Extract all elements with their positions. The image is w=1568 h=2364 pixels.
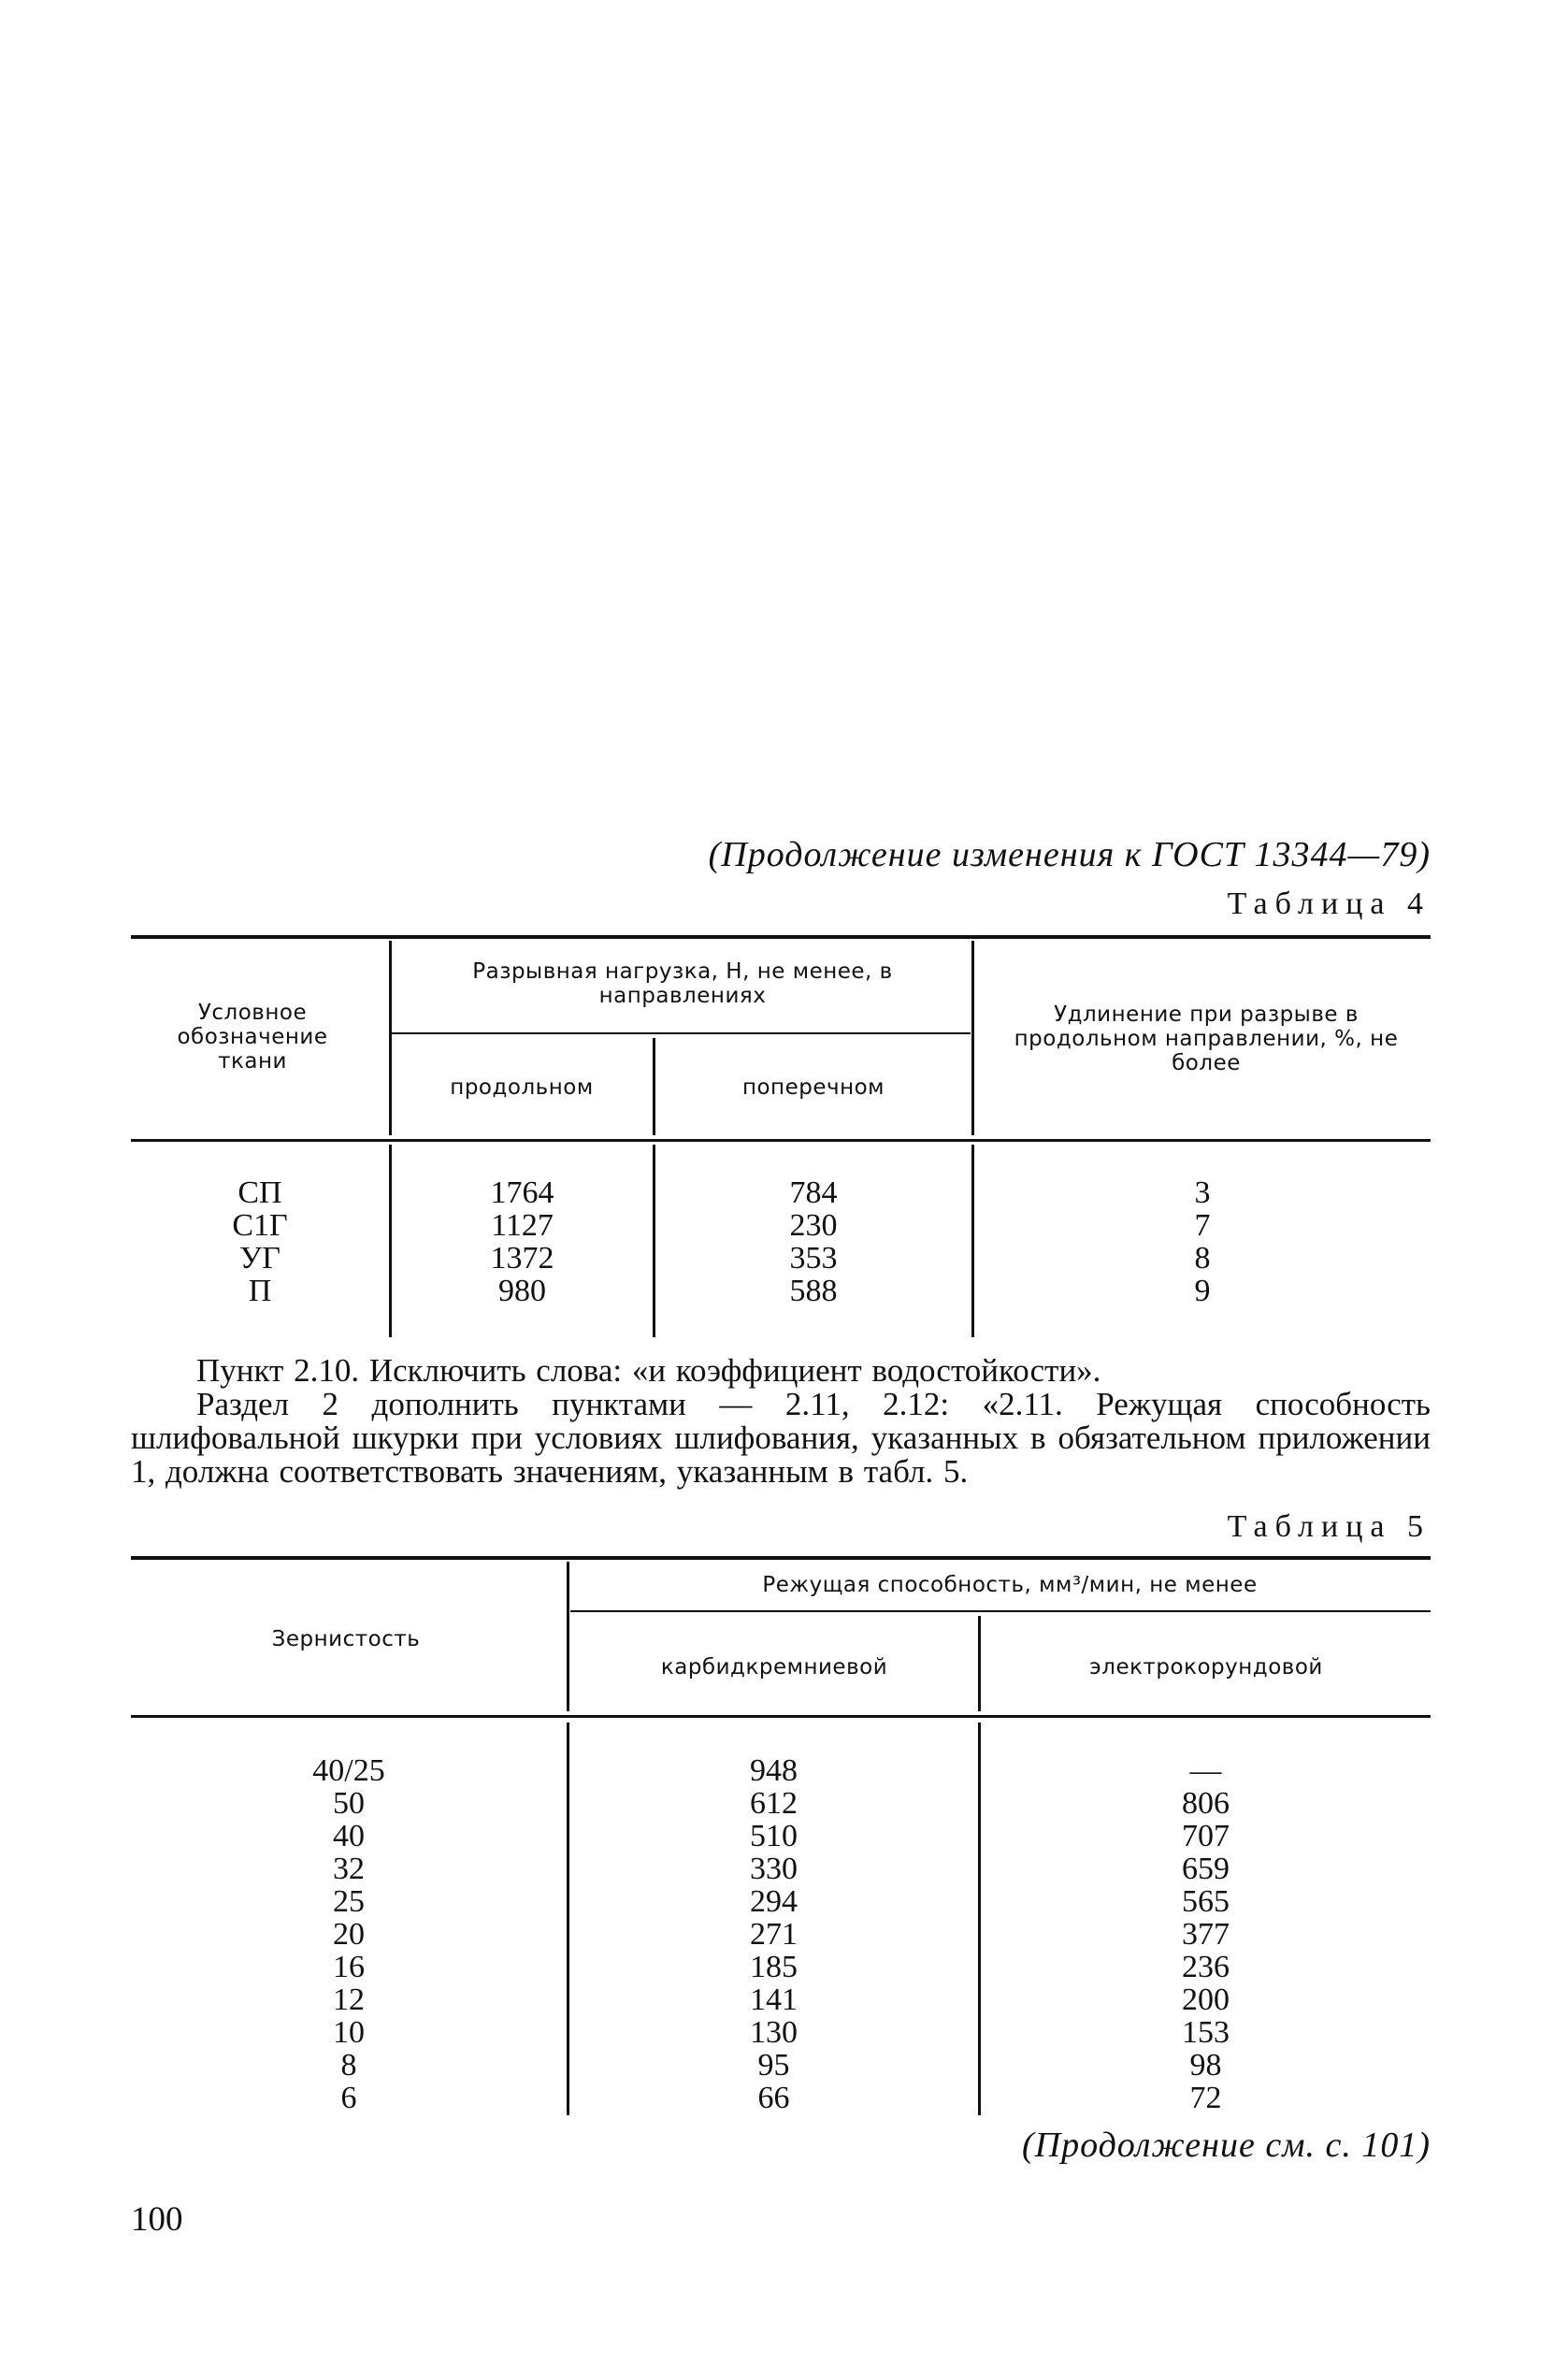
table4-transverse-column	[655, 1176, 971, 1307]
table5-cell: 330	[750, 1852, 798, 1886]
table4-cell: 3	[1194, 1175, 1211, 1210]
table4-cell: 588	[789, 1274, 838, 1308]
table5-cell: 95	[757, 2048, 790, 2083]
table4-cell: 1127	[491, 1208, 554, 1243]
table4-elongation-column	[974, 1176, 1431, 1307]
table5-label: Таблица 5	[1227, 1509, 1431, 1544]
table5-vline-2a	[978, 1616, 981, 1711]
table5-cell: —	[1189, 1753, 1222, 1788]
table5-vline-1a	[567, 1562, 569, 1711]
table5-cell: 32	[333, 1852, 365, 1886]
table4-designation-column	[131, 1176, 389, 1307]
table4-vline-3a	[971, 941, 974, 1135]
table4-cell: 9	[1194, 1274, 1211, 1308]
table5-cell: 8	[340, 2048, 357, 2083]
table5-col-cutting: Режущая способность, мм³/мин, не менее	[762, 1573, 1258, 1597]
table4-top-rule	[131, 935, 1431, 939]
table5-cell: 25	[333, 1884, 365, 1919]
table4-cell: 353	[789, 1241, 838, 1276]
table5-top-rule	[131, 1556, 1431, 1560]
table5-cell: 20	[333, 1917, 365, 1952]
table5-cell: 141	[750, 1982, 798, 2017]
table5-cell: 948	[750, 1753, 798, 1788]
table4-cell: П	[248, 1274, 272, 1308]
table4-cell: УГ	[239, 1241, 281, 1276]
table4-cell: СП	[237, 1175, 282, 1210]
table4-vline-1a	[389, 941, 392, 1135]
paragraph-2-10: Пункт 2.10. Исключить слова: «и коэффициент водостойкости».	[196, 1352, 1101, 1389]
table5-cell: 40	[333, 1819, 365, 1853]
table4-cell: 1764	[490, 1175, 554, 1210]
table4-cell: С1Г	[232, 1208, 288, 1243]
table5-col-alox: электрокорундовой	[1089, 1655, 1323, 1679]
table5-sic-column	[569, 1754, 978, 2114]
table4-label: Таблица 4	[1227, 886, 1431, 921]
table5-cell: 271	[750, 1917, 798, 1952]
table4-subheader-rule	[391, 1032, 971, 1034]
table5-cell: 236	[1182, 1950, 1230, 1984]
continuation-header: (Продолжение изменения к ГОСТ 13344—79)	[708, 835, 1431, 874]
table5-cell: 153	[1182, 2015, 1230, 2050]
table5-alox-column	[981, 1754, 1431, 2114]
table5-cell: 40/25	[312, 1753, 385, 1788]
table4-col-transverse: поперечном	[741, 1075, 885, 1100]
table5-cell: 185	[750, 1950, 798, 1984]
table4-vline-2a	[653, 1038, 655, 1135]
table5-grit-column	[131, 1754, 567, 2114]
table5-cell: 806	[1182, 1786, 1230, 1821]
table5-cell: 377	[1182, 1917, 1230, 1952]
table5-subheader-rule	[570, 1610, 1431, 1612]
table5-cell: 200	[1182, 1982, 1230, 2017]
table4-cell: 980	[498, 1274, 546, 1308]
table5-cell: 294	[750, 1884, 798, 1919]
page-number: 100	[131, 2200, 183, 2239]
table5-cell: 72	[1189, 2081, 1222, 2115]
table5-cell: 659	[1182, 1852, 1230, 1886]
table5-cell: 98	[1189, 2048, 1222, 2083]
table5-cell: 510	[750, 1819, 798, 1853]
table4-longitudinal-column	[392, 1176, 653, 1307]
table4-col-designation: Условное обозначение ткани	[177, 1001, 328, 1074]
body-text	[131, 1354, 1431, 1489]
table4-cell: 1372	[490, 1241, 554, 1276]
table5-cell: 66	[757, 2081, 790, 2115]
table5-cell: 16	[333, 1950, 365, 1984]
table4-col-elongation: Удлинение при разрыве в продольном направлении, %, не более	[1014, 1002, 1399, 1075]
table5-cell: 707	[1182, 1819, 1230, 1853]
table5-col-grit: Зернистость	[271, 1627, 421, 1651]
continuation-footer: (Продолжение см. с. 101)	[1021, 2126, 1431, 2165]
table4-col-longitudinal: продольном	[450, 1075, 594, 1100]
table5-cell: 130	[750, 2015, 798, 2050]
table5-cell: 565	[1182, 1884, 1230, 1919]
table5-cell: 10	[333, 2015, 365, 2050]
table5-col-sic: карбидкремниевой	[660, 1655, 888, 1679]
table4-header-rule	[131, 1139, 1431, 1142]
table5-cell: 50	[333, 1786, 365, 1821]
table4-cell: 230	[789, 1208, 838, 1243]
table4-cell: 7	[1194, 1208, 1211, 1243]
paragraph-2-11: Раздел 2 дополнить пунктами — 2.11, 2.12: «2.11. Режущая способность шлифовальной шкурки при условиях шлифования, указанных в обязательном приложении 1, должна соответствовать значениям, указанным в табл. 5.	[131, 1386, 1431, 1490]
table5-cell: 12	[333, 1982, 365, 2017]
table4-cell: 8	[1194, 1241, 1211, 1276]
table4-cell: 784	[789, 1175, 838, 1210]
table4-col-load: Разрывная нагрузка, Н, не менее, в направлениях	[472, 959, 893, 1008]
table5-cell: 612	[750, 1786, 798, 1821]
table5-header-rule	[131, 1715, 1431, 1718]
table5-cell: 6	[340, 2081, 357, 2115]
